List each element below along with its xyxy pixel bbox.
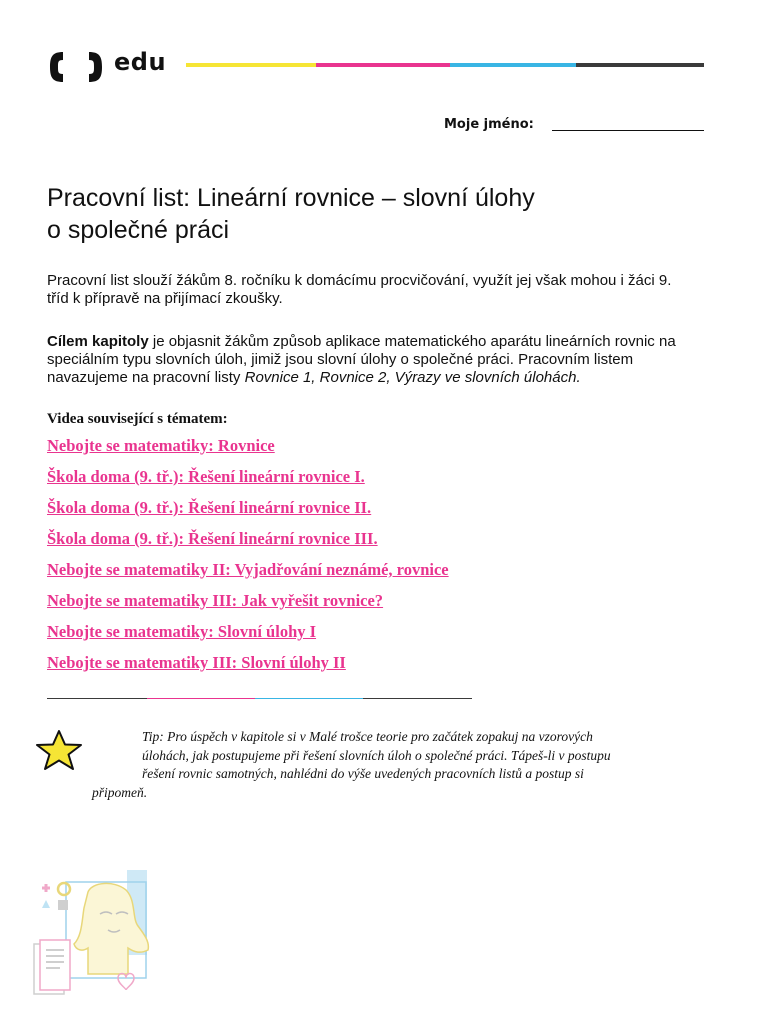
tip-line-2: úlohách, jak postupujeme při řešení slovních úloh o společné práci. Tápeš-li v postupu [142,747,611,763]
video-link-8[interactable]: Nebojte se matematiky III: Slovní úlohy II [47,653,346,672]
star-icon [34,729,84,771]
name-field [444,117,704,137]
divider-dark-2 [363,698,472,699]
tip-text [92,728,692,802]
divider-dark-1 [47,698,147,699]
video-link-7[interactable]: Nebojte se matematiky: Slovní úlohy I [47,622,317,641]
list-item [47,529,647,560]
title-line-2: o společné práci [47,216,230,244]
title-line-1: Pracovní list: Lineární rovnice – slovní úlohy [47,184,535,212]
divider-blue [255,698,363,699]
goal-line-2: speciálním typu slovních úloh, jimiž jsou slovní úlohy o společné práci. Pracovním listem [47,351,634,368]
stripe-dark [576,63,704,67]
goal-bold: Cílem kapitoly [47,333,149,350]
intro-line-2: tříd k přípravě na přijímací zkoušky. [47,290,283,307]
video-links-list [47,436,647,684]
tip-line-1: Tip: Pro úspěch v kapitole si v Malé trošce teorie pro začátek zopakuj na vzorových [142,729,593,744]
list-item [47,436,647,467]
video-link-5[interactable]: Nebojte se matematiky II: Vyjadřování neznámé, rovnice [47,560,449,579]
stripe-pink [316,63,450,67]
intro-paragraph [47,272,727,308]
ct-logo-icon [48,50,104,84]
video-link-3[interactable]: Škola doma (9. tř.): Řešení lineární rovnice II. [47,498,372,517]
tip-line-4: připomeň. [92,784,148,800]
tip-line-3: řešení rovnic samotných, nahlédni do výše uvedených pracovních listů a postup si [142,766,584,781]
stripe-blue [450,63,576,67]
goal-line-3-italic: Rovnice 1, Rovnice 2, Výrazy ve slovních úlohách. [244,369,581,386]
goal-line-1: je objasnit žákům způsob aplikace matematického aparátu lineárních rovnic na [148,333,676,350]
teacher-illustration-icon [30,868,160,998]
video-link-1[interactable]: Nebojte se matematiky: Rovnice [47,436,275,455]
header [48,44,704,88]
list-item [47,622,647,653]
name-input-line[interactable] [552,130,704,131]
list-item [47,560,647,591]
video-link-6[interactable]: Nebojte se matematiky III: Jak vyřešit rovnice? [47,591,384,610]
logo-text: edu [114,48,167,76]
goal-line-3: navazujeme na pracovní listy [47,369,245,386]
intro-line-1: Pracovní list slouží žákům 8. ročníku k domácímu procvičování, využít jej však mohou i žáci 9. [47,272,672,289]
name-label: Moje jméno: [444,117,534,132]
stripe-yellow [186,63,316,67]
video-link-4[interactable]: Škola doma (9. tř.): Řešení lineární rovnice III. [47,529,378,548]
page-title [47,182,707,246]
list-item [47,498,647,529]
goal-paragraph [47,333,727,387]
list-item [47,653,647,684]
list-item [47,591,647,622]
divider-pink [147,698,255,699]
videos-heading: Videa související s tématem: [47,411,228,427]
video-link-2[interactable]: Škola doma (9. tř.): Řešení lineární rovnice I. [47,467,365,486]
list-item [47,467,647,498]
